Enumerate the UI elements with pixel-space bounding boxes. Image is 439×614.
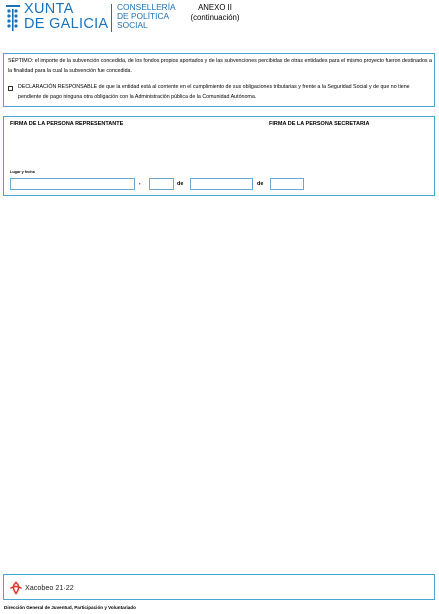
xacobeo-logo-icon bbox=[9, 581, 23, 595]
xunta-logo-text bbox=[24, 2, 108, 32]
place-input[interactable] bbox=[10, 178, 135, 190]
logo-line-2: DE GALICIA bbox=[24, 16, 109, 32]
annex-title: ANEXO II bbox=[198, 3, 232, 12]
representative-signature-title: FIRMA DE LA PERSONA REPRESENTANTE bbox=[10, 121, 124, 127]
de-separator-1: de bbox=[177, 181, 184, 187]
declaration-responsable-text: DECLARACIÓN RESPONSABLE de que la entidad está al corriente en el cumplimiento de sus obligaciones tributarias y frente a la Seguridad Social y de que no tiene pendiente de pago ninguna otra obligación con la Administración pública de la Comunidad Autónoma. bbox=[18, 84, 410, 101]
day-input[interactable] bbox=[149, 178, 174, 190]
dept-line-2: DE POLÍTICA bbox=[117, 11, 170, 22]
secretary-signature-title: FIRMA DE LA PERSONA SECRETARIA bbox=[269, 121, 370, 127]
annex-heading bbox=[150, 3, 280, 22]
de-separator-2: de bbox=[257, 181, 264, 187]
year-input[interactable] bbox=[270, 178, 304, 190]
logo-line-1: XUNTA bbox=[24, 1, 74, 17]
declaration-septimo: SÉPTIMO: el importe de la subvención concedida, de los fondos propios aportados y de las subvenciones percibidas de otras entidades para el mismo proyecto fueron destinados a la finalidad para la cual la subvención fue concedida. bbox=[8, 58, 432, 75]
month-input[interactable] bbox=[190, 178, 253, 190]
comma-separator: , bbox=[139, 180, 141, 186]
place-date-label: Lugar y fecha bbox=[10, 170, 35, 174]
dept-line-1: CONSELLERÍA bbox=[117, 2, 176, 12]
xunta-shield-icon bbox=[6, 5, 20, 33]
footer-office-name: Dirección General de Juventud, Participación y Voluntariado bbox=[4, 605, 136, 610]
declaration-responsable-checkbox[interactable] bbox=[8, 86, 13, 91]
xacobeo-logo-text: Xacobeo 21·22 bbox=[25, 583, 74, 592]
dept-line-3: SOCIAL bbox=[117, 20, 148, 31]
annex-subtitle: (continuación) bbox=[190, 12, 240, 22]
logo-divider bbox=[111, 4, 112, 32]
